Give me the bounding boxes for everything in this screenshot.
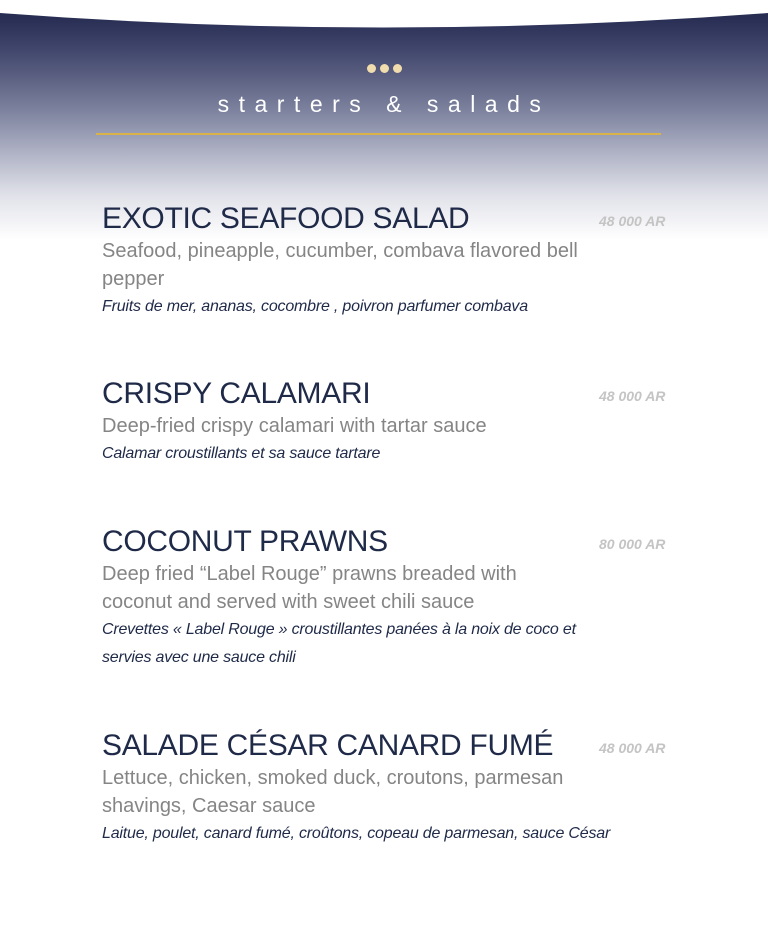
item-name: CRISPY CALAMARI bbox=[102, 377, 371, 410]
ornament-dots bbox=[0, 64, 768, 73]
item-name: SALADE CÉSAR CANARD FUMÉ bbox=[102, 729, 554, 762]
menu-item bbox=[102, 377, 682, 468]
item-name: EXOTIC SEAFOOD SALAD bbox=[102, 202, 470, 235]
item-description-fr: Calamar croustillants et sa sauce tartare bbox=[102, 445, 381, 462]
item-price: 48 000 AR bbox=[599, 388, 666, 404]
item-description: Deep-fried crispy calamari with tartar sauce bbox=[102, 415, 487, 437]
item-price: 48 000 AR bbox=[599, 740, 666, 756]
header-arc bbox=[0, 0, 768, 40]
item-price: 48 000 AR bbox=[599, 213, 666, 229]
item-name: COCONUT PRAWNS bbox=[102, 525, 388, 558]
dot-icon bbox=[367, 64, 376, 73]
section-title: starters & salads bbox=[217, 91, 551, 117]
item-description-fr: Fruits de mer, ananas, cocombre , poivron parfumer combava bbox=[102, 298, 528, 315]
menu-item bbox=[102, 202, 682, 321]
menu-item bbox=[102, 729, 682, 848]
item-description: Lettuce, chicken, smoked duck, croutons, parmesan shavings, Caesar sauce bbox=[102, 767, 564, 817]
item-description: Seafood, pineapple, cucumber, combava flavored bell pepper bbox=[102, 240, 578, 290]
menu-item bbox=[102, 525, 682, 672]
item-description-fr: Laitue, poulet, canard fumé, croûtons, copeau de parmesan, sauce César bbox=[102, 825, 611, 842]
section-divider bbox=[96, 133, 661, 135]
dot-icon bbox=[380, 64, 389, 73]
item-price: 80 000 AR bbox=[599, 536, 666, 552]
item-description-fr: Crevettes « Label Rouge » croustillantes panées à la noix de coco et servies avec une sauce chili bbox=[102, 621, 576, 666]
dot-icon bbox=[393, 64, 402, 73]
item-description: Deep fried “Label Rouge” prawns breaded with coconut and served with sweet chili sauce bbox=[102, 563, 517, 613]
